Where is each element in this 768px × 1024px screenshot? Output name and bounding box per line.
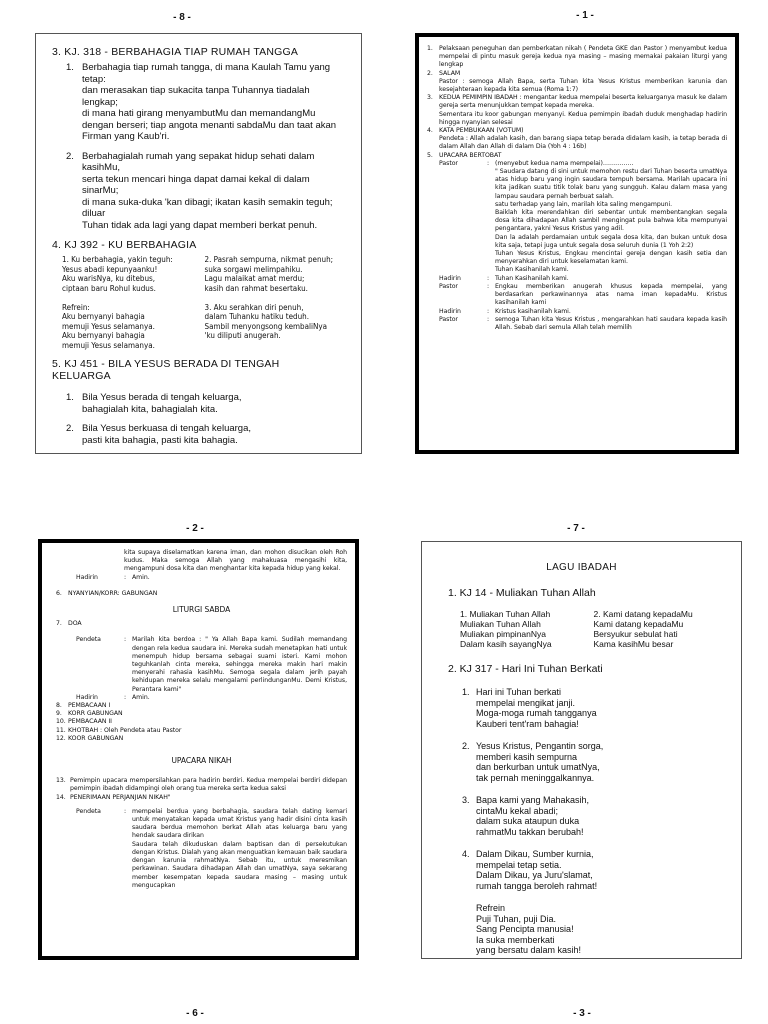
row-number: 6. (56, 589, 62, 597)
verse-number: 1. (462, 687, 470, 697)
row-text: KORR GABUNGAN (68, 710, 123, 718)
speaker-text: semoga Tuhan kita Yesus Kristus , mengarahkan hati saudara kepada kasih Allah. Sebab dari semula Allah telah memilih (495, 315, 727, 331)
row-text: KEDUA PEMIMPIN IBADAH : mengantar kedua mempelai beserta keluarganya masuk ke dalam gereja serta menunjukkan tempat kepada mereka. Sementara itu koor gabungan menyanyi. Kedua pemimpin ibadah duduk menghadap hadirin hingga nyanyian selesai (439, 94, 727, 126)
song-title-kj317: 2. KJ 317 - Hari Ini Tuhan Berkati (448, 663, 603, 675)
dialog-row (56, 636, 347, 693)
verse-item (66, 423, 347, 446)
liturgy-row (56, 590, 347, 598)
verses-column-right: 2. Kami datang kepadaMu Kami datang kepadaMu Bersyukur sebulat hati Kama kasihMu besar (593, 609, 693, 649)
page-number-3: - 3 - (573, 1008, 591, 1019)
dialog-row (427, 160, 727, 275)
speaker-label: Hadirin (439, 274, 461, 282)
verse-item (462, 795, 727, 837)
dialog-row (427, 275, 727, 283)
speaker-text: Tuhan Kasihanilah kami. (495, 274, 569, 282)
dialog-row (427, 308, 727, 316)
liturgy-row (56, 735, 347, 743)
row-number: 11. (56, 726, 66, 734)
verses-column-left: 1. Ku berbahagia, yakin teguh: Yesus abadi kepunyaanku! Aku warisNya, ku ditebus, ciptaan baru Rohul kudus. Refrein: Aku bernyanyi bahagia memuji Yesus selamanya. Aku bernyanyi bahagia memuji Yesus selamanya. (62, 255, 173, 350)
row-text: PEMBACAAN II (68, 718, 112, 726)
row-number: 9. (56, 710, 62, 718)
liturgy-row (56, 727, 347, 735)
page-number-1: - 1 - (576, 10, 594, 21)
liturgy-row (427, 45, 727, 70)
speaker-label: Hadirin (439, 307, 461, 315)
song-title-kj392: 4. KJ 392 - KU BERBAHAGIA (52, 239, 197, 251)
liturgy-row (427, 78, 727, 94)
row-number: 12. (56, 734, 66, 742)
colon: : (487, 307, 490, 315)
verse-number: 4. (462, 849, 470, 859)
liturgy-row (56, 702, 347, 710)
row-text: DOA (68, 620, 82, 628)
colon: : (487, 159, 490, 167)
verse-number: 2. (462, 741, 470, 751)
verse-number: 1. (66, 392, 74, 403)
row-text: Pastor : semoga Allah Bapa, serta Tuhan kita Yesus Kristus memberikan karunia dan kesejahteraan kepada kita semua (Roma 1:7) (439, 77, 727, 94)
section-heading-liturgi-sabda: LITURGI SABDA (172, 605, 231, 615)
speaker-text: mempelai berdua yang berbahagia, saudara telah dating kemari untuk menyatakan kepada umat Kristus yang hadir disini cinta kasih saudara berdua memohon berkat Allah atas keluarga baru yang hendak saudara dirikan Saudara telah dikuduskan dalam baptisan dan di persekutukan dengan Kristus. Dialah yang akan menguatkan kemauan baik saudara dengan karunia rahmatNya. Sebab itu, untuk meresmikan perkawinan. Saudara dihadapan Allah dan umatNya, saya sekarang member kesempatan kepada saudara masing – masing untuk mengucapkan (132, 807, 347, 889)
colon: : (487, 274, 490, 282)
verse-item (462, 687, 727, 729)
dialog-row (427, 283, 727, 308)
dialog-row (56, 694, 347, 702)
liturgy-row (56, 620, 347, 628)
dialog-row (56, 574, 347, 582)
verse-text: Yesus Kristus, Pengantin sorga, memberi kasih sempurna dan berkurban untuk umatNya, tak pernah meninggalkannya. (476, 741, 604, 783)
speaker-text: Kristus kasihanilah kami. (495, 307, 571, 315)
row-number (427, 135, 439, 151)
verse-item (66, 151, 347, 232)
liturgy-opening (427, 45, 727, 332)
liturgy-row (427, 94, 727, 127)
row-text: Pendeta : Allah adalah kasih, dan barang siapa tetap berada didalam kasih, ia tetap berada di dalam Allah dan Allah di dalam Dia (Yoh 4 : 16b) (439, 135, 727, 151)
song-title-kj318: 3. KJ. 318 - BERBAHAGIA TIAP RUMAH TANGGA (52, 46, 299, 58)
verse-number: 2. (66, 423, 74, 434)
colon: : (124, 636, 127, 644)
row-number: 13. (56, 777, 66, 785)
verse-item (462, 849, 727, 891)
speaker-text: Marilah kita berdoa : " Ya Allah Bapa kami. Sudilah memandang dengan rela kedua saudara ini. Mereka sudah menetapkan hati untuk menempuh hidup bersama sebagai suami isteri. Kami mohon teguhkanlah cinta mereka, sehingga mereka makin hari makin menyerahi rahasia kasihMu. Semoga segala dalam jerih payah kehidupan mereka selalu mengalami perlindunganMu. Demi Kristus, Perantara kami" (132, 636, 347, 693)
row-text: SALAM (439, 69, 461, 77)
page-2-panel (38, 539, 359, 960)
colon: : (487, 282, 490, 290)
refrain-text: Refrein Puji Tuhan, puji Dia. Sang Pencipta manusia! Ia suka memberkati yang bersatu dalam kasih! (476, 903, 582, 955)
song-title-kj14: 1. KJ 14 - Muliakan Tuhan Allah (448, 587, 596, 599)
verse-text: Bapa kami yang Mahakasih, cintaMu kekal abadi; dalam suka ataupun duka rahmatMu takkan berubah! (476, 795, 590, 837)
liturgy-sabda (56, 549, 347, 890)
dialog-row (427, 316, 727, 332)
song-list-title: LAGU IBADAH (546, 562, 617, 573)
liturgy-row (427, 127, 727, 135)
row-text: PENERIMAAN PERJANJIAN NIKAH" (70, 793, 171, 801)
page-8-panel (35, 33, 362, 454)
row-text: KOOR GABUNGAN (68, 734, 124, 742)
song-title-kj451: 5. KJ 451 - BILA YESUS BERADA DI TENGAH KELUARGA (52, 358, 280, 382)
dialog-row (56, 808, 347, 890)
verse-text: Berbahagialah rumah yang sepakat hidup sehati dalam kasihMu, serta tekun mencari hinga dapat damai kekal di dalam sinarMu; di mana suka-duka 'kan dibagi; ikatan kasih semakin teguh; diluar Tuhan tidak ada lagi yang dapat memberi berkat penuh. (82, 150, 333, 231)
colon: : (487, 315, 490, 323)
speaker-label: Pastor (439, 315, 458, 323)
speaker-label: Pendeta (76, 807, 101, 815)
liturgy-row (427, 135, 727, 151)
verse-number: 2. (66, 150, 74, 162)
verse-item (462, 741, 727, 783)
page-number-2: - 2 - (186, 523, 204, 534)
speaker-label: Pastor (439, 282, 458, 290)
row-number (427, 78, 439, 94)
verse-number: 3. (462, 795, 470, 805)
liturgy-row (427, 70, 727, 78)
verses-column-left: 1. Muliakan Tuhan Allah Muliakan Tuhan Allah Muliakan pimpinanNya Dalam kasih sayangNya (460, 609, 552, 649)
row-number: 1. (427, 45, 433, 52)
speaker-label: Hadirin (76, 573, 98, 581)
verse-text: Hari ini Tuhan berkati mempelai mengikat janji. Moga-moga rumah tangganya Kauberi tent'ram bahagia! (476, 687, 597, 729)
row-text: KATA PEMBUKAAN (VOTUM) (439, 127, 524, 135)
section-heading-upacara-nikah: UPACARA NIKAH (171, 756, 232, 766)
page-number-8: - 8 - (173, 12, 191, 23)
liturgy-row (56, 718, 347, 726)
speaker-label: Pastor (439, 159, 458, 167)
verse-number: 1. (66, 62, 74, 73)
page-1-panel (415, 33, 739, 454)
verse-item (66, 392, 347, 415)
liturgy-row (56, 777, 347, 793)
colon: : (124, 573, 127, 581)
verse-text: Bila Yesus berada di tengah keluarga, bahagialah kita, bahagialah kita. (82, 392, 242, 415)
row-text: UPACARA BERTOBAT (439, 151, 502, 159)
speaker-text: Amin. (132, 693, 150, 701)
speaker-label: Pendeta (76, 636, 101, 644)
verse-text: Dalam Dikau, Sumber kurnia, mempelai tetap setia. Dalam Dikau, ya Juru'slamat, rumah tangga beroleh rahmat! (476, 849, 598, 891)
verses-column-right: 2. Pasrah sempurna, nikmat penuh; suka sorgawi melimpahiku. Lagu malaikat amat merdu; kasih dan rahmat besertaku. 3. Aku serahkan diri penuh, dalam Tuhanku hatiku teduh. Sambil menyongsong kembaliNya 'ku diliputi anugerah. (204, 255, 334, 340)
page-7-panel (421, 541, 742, 959)
liturgy-row (427, 152, 727, 160)
row-number: 7. (56, 620, 62, 628)
prayer-continuation: kita supaya diselamatkan karena iman, dan mohon disucikan oleh Roh kudus. Maka semoga Allah yang mahakuasa mengasihi kita, mengampuni dosa kita dan menghantar kita kepada hidup yang kekal. (124, 549, 347, 573)
speaker-text: Engkau memberikan anugerah khusus kepada mempelai, yang berdasarkan perkawinannya atas nama iman kepadaMu. Kristus kasihanilah kami (495, 282, 727, 307)
row-number: 14. (56, 793, 66, 801)
verse-item (66, 62, 347, 143)
row-text: Pelaksaan peneguhan dan pemberkatan nikah ( Pendeta GKE dan Pastor ) menyambut kedua mempelai di pintu masuk gereja kedua nya masing – masing memakai pakaian liturgi yang lengkap (439, 45, 727, 69)
row-number: 5. (427, 151, 433, 159)
speaker-label: Hadirin (76, 693, 98, 701)
verse-text: Bila Yesus berkuasa di tengah keluarga, pasti kita bahagia, pasti kita bahagia. (82, 423, 252, 446)
row-number: 8. (56, 702, 62, 710)
row-text: Pemimpin upacara mempersilahkan para hadirin berdiri. Kedua mempelai berdiri didepan pemimpin ibadah didampingi oleh orang tua mereka serta kedua saksi (70, 777, 347, 793)
liturgy-row (56, 710, 347, 718)
colon: : (124, 807, 127, 815)
colon: : (124, 693, 127, 701)
row-text: PEMBACAAN I (68, 702, 111, 710)
song-verses-columns (52, 255, 347, 350)
row-number: 10. (56, 718, 66, 726)
row-text: NYANYIAN/KORR: GABUNGAN (68, 589, 158, 597)
liturgy-row (56, 794, 347, 802)
row-text: KHOTBAH : Oleh Pendeta atau Pastor (68, 726, 182, 734)
row-number: 2. (427, 69, 433, 77)
page-number-6: - 6 - (186, 1008, 204, 1019)
speaker-text: Amin. (132, 573, 150, 581)
verse-text: Berbahagia tiap rumah tangga, di mana Kaulah Tamu yang tetap: dan merasakan tiap sukacita tanpa Tuhannya tiadalah lengkap; di mana hati girang menyambutMu dan memandangMu dengan berseri; tiap angota menanti sabdaMu dan taat akan Firman yang Kaub'ri. (82, 62, 337, 142)
row-number: 4. (427, 127, 433, 135)
page-number-7: - 7 - (567, 523, 585, 534)
speaker-text: (menyebut kedua nama mempelai)…………… " Saudara datang di sini untuk memohon restu dari Tuhan beserta umatNya atas hidup baru yang ingin saudara tempuh bersama. Marilah upacara ini kita jadikan suatu titik tolak baru yang sungguh. Kalau dalam masa yang lampau saudara pernah berbuat salah. satu terhadap yang lain, marilah kita saling mengampuni. Baiklah kita merendahkan diri sebentar untuk membentangkan segala dosa kita dihadapan Allah sambil mengingat pula bahwa kita mempunyai pengantara, yakni Yesus Kristus yang adil. Dan la adalah perdamaian untuk segala dosa kita, dan bukan untuk dosa kita saja, tetapi juga untuk segala dosa seluruh dunia (1 Yoh 2:2) Tuhan Yesus Kristus, Engkau mencintai gereja dengan kasih setia dan menyerahkan diri untuk keselamatan kami. Tuhan Kasihanilah kami. (495, 159, 727, 274)
row-number: 3. (427, 94, 433, 102)
song-verses-columns (436, 609, 727, 649)
